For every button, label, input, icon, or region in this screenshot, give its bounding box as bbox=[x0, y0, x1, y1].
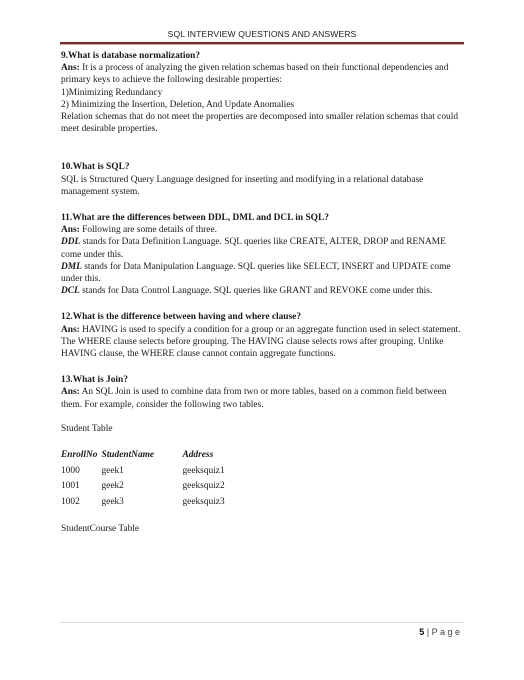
column-header: Address bbox=[182, 450, 214, 461]
table-cell: 1001 bbox=[61, 481, 80, 492]
ddl-term: DDL bbox=[61, 237, 81, 248]
answer-text: Following are some details of three. bbox=[79, 225, 217, 236]
answer-label: Ans: bbox=[61, 324, 80, 335]
table-cell: geeksquiz2 bbox=[182, 481, 225, 492]
answer-text: HAVING is used to specify a condition for a group or an aggregate function used in select statement. The WHERE clause selects before grouping. The HAVING clause selects rows after grouping. Unlike HAVING clause, the WHERE clause cannot contain aggregate functions. bbox=[61, 324, 461, 360]
answer-text: It is a process of analyzing the given relation schemas based on their functional dependencies and primary keys to achieve the following desirable properties: bbox=[61, 63, 449, 86]
spacer bbox=[61, 360, 466, 374]
page-header: SQL INTERVIEW QUESTIONS AND ANSWERS bbox=[167, 29, 357, 39]
question-9-point-2: 2) Minimizing the Insertion, Deletion, And Update Anomalies bbox=[61, 99, 295, 110]
dml-text: stands for Data Manipulation Language. SQL queries like SELECT, INSERT and UPDATE come under this. bbox=[61, 261, 451, 285]
dcl-term: DCL bbox=[61, 286, 80, 297]
spacer bbox=[61, 435, 466, 447]
answer-label: Ans: bbox=[61, 387, 80, 398]
answer-label: Ans: bbox=[61, 63, 80, 74]
dcl-definition bbox=[61, 285, 466, 297]
question-9-answer bbox=[61, 62, 466, 86]
footer-divider bbox=[60, 622, 464, 623]
table-cell: 1000 bbox=[61, 466, 80, 477]
answer-text: An SQL Join is used to combine data from two or more tables, based on a common field between them. For example, consider the following two tables. bbox=[61, 387, 447, 410]
dcl-text: stands for Data Control Language. SQL queries like GRANT and REVOKE come under this. bbox=[79, 286, 433, 297]
dml-definition bbox=[61, 261, 466, 285]
page-number: 5 bbox=[419, 627, 425, 637]
table-cell: geek3 bbox=[101, 496, 124, 507]
question-11-answer bbox=[61, 224, 466, 236]
page-footer bbox=[419, 627, 460, 637]
table-cell: geeksquiz1 bbox=[182, 466, 225, 477]
spacer bbox=[61, 135, 466, 161]
page-separator: | bbox=[424, 627, 432, 637]
question-9-point-1: 1)Minimizing Redundancy bbox=[61, 87, 163, 98]
table-row bbox=[61, 496, 225, 511]
header-divider bbox=[60, 42, 464, 45]
page-word: P a g e bbox=[431, 627, 460, 637]
table-cell: geek2 bbox=[101, 481, 124, 492]
spacer bbox=[61, 198, 466, 212]
table-row bbox=[61, 480, 225, 495]
student-course-table-caption: StudentCourse Table bbox=[61, 523, 140, 534]
table-row bbox=[61, 465, 225, 480]
question-9-title: 9.What is database normalization? bbox=[61, 51, 201, 61]
spacer bbox=[61, 411, 466, 423]
column-header: StudentName bbox=[101, 450, 155, 461]
student-table-caption: Student Table bbox=[61, 423, 113, 434]
column-header: EnrollNo bbox=[61, 450, 98, 461]
question-12-answer bbox=[61, 324, 466, 361]
table-header-row bbox=[61, 449, 225, 465]
ddl-text: stands for Data Definition Language. SQL queries like CREATE, ALTER, DROP and RENAME come under this. bbox=[61, 237, 446, 260]
table-cell: geeksquiz3 bbox=[182, 496, 225, 507]
table-cell: 1002 bbox=[61, 496, 80, 507]
spacer bbox=[61, 297, 466, 311]
spacer bbox=[61, 511, 466, 523]
question-13-title: 13.What is Join? bbox=[61, 375, 128, 386]
question-11-title: 11.What are the differences between DDL, DML and DCL in SQL? bbox=[61, 213, 329, 224]
ddl-definition bbox=[61, 236, 466, 260]
question-12-title: 12.What is the difference between having and where clause? bbox=[61, 312, 302, 323]
question-10-answer: SQL is Structured Query Language designed for inserting and modifying in a relational database management system. bbox=[61, 174, 424, 197]
student-table bbox=[61, 449, 225, 511]
page-content bbox=[61, 50, 466, 535]
question-13-answer bbox=[61, 386, 466, 410]
question-9-tail: Relation schemas that do not meet the properties are decomposed into smaller relation schemas that could meet desirable properties. bbox=[61, 112, 459, 135]
table-cell: geek1 bbox=[101, 466, 124, 477]
answer-label: Ans: bbox=[61, 225, 80, 236]
question-10-title: 10.What is SQL? bbox=[61, 162, 130, 173]
dml-term: DML bbox=[61, 261, 82, 272]
